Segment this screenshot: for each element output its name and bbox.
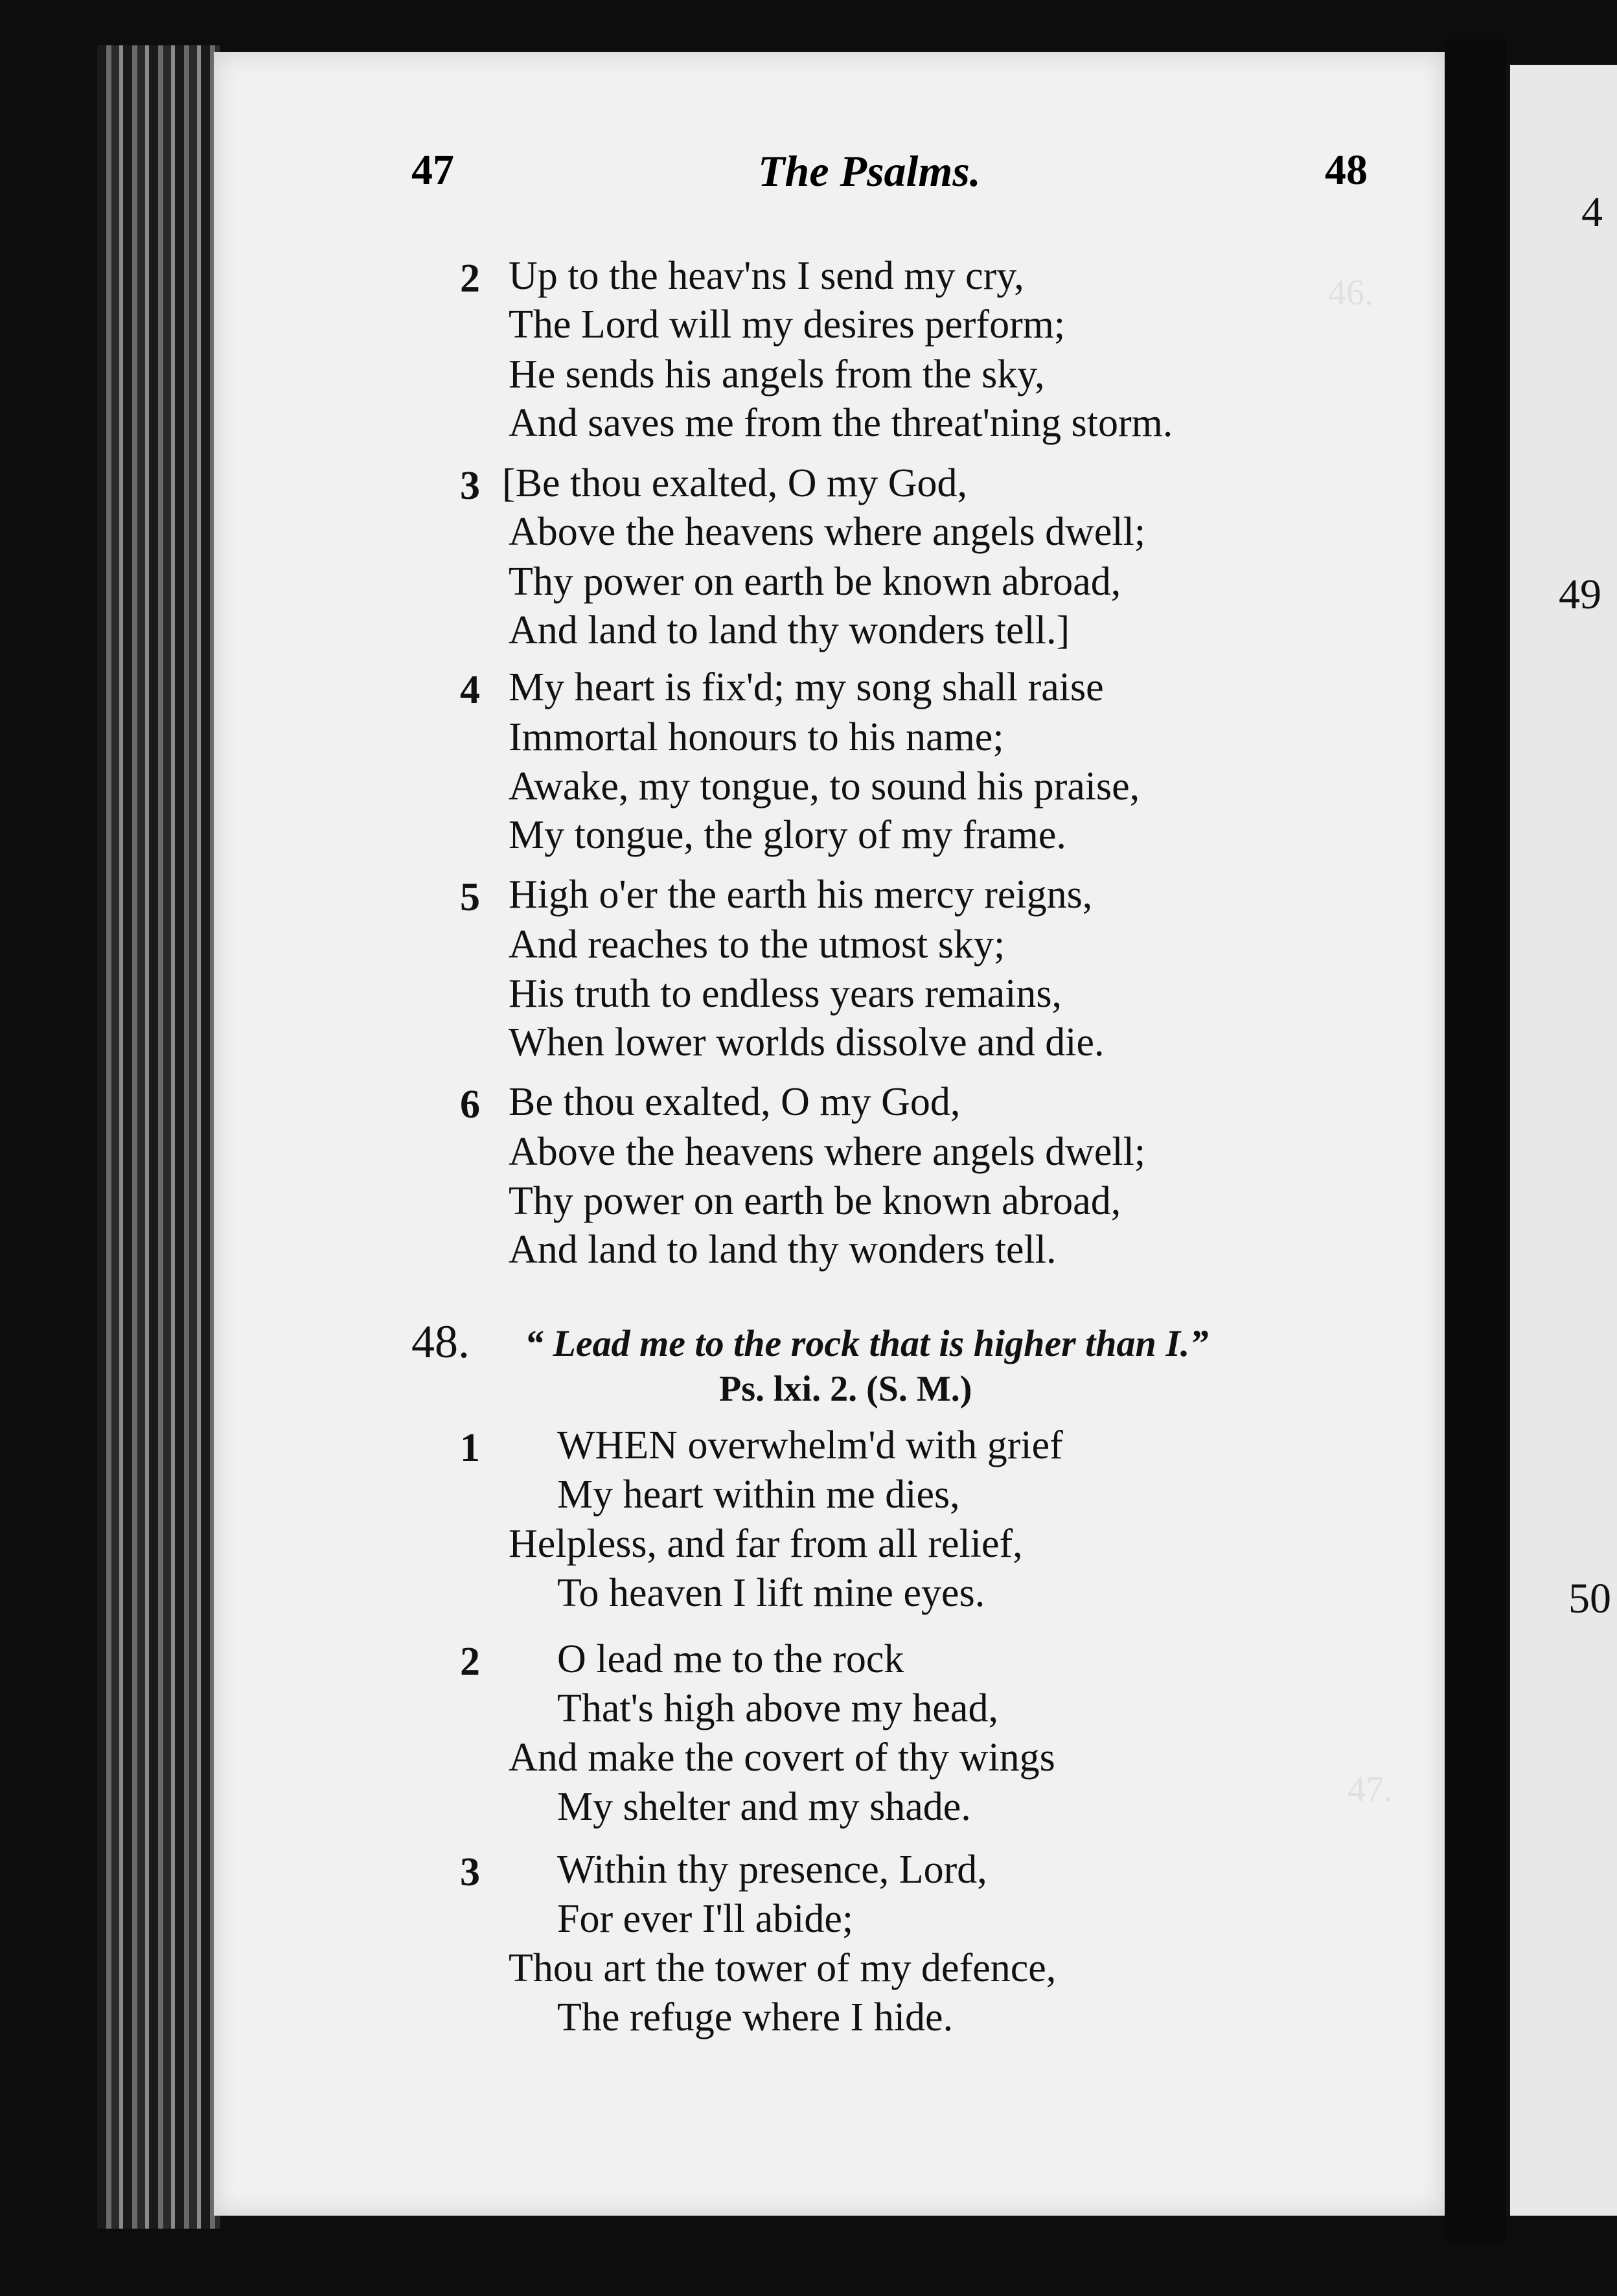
verse-line: O lead me to the rock [557, 1637, 904, 1681]
adjacent-hymn-number: 50 [1568, 1575, 1611, 1622]
verse-number: 3 [460, 1850, 480, 1894]
verse-number: 2 [460, 1640, 480, 1684]
hymn-title: “ Lead me to the rock that is higher than I.” [525, 1322, 1209, 1364]
verse-line: And land to land thy wonders tell. [509, 1228, 1057, 1272]
verse-line: To heaven I lift mine eyes. [557, 1571, 985, 1615]
verse-line: My tongue, the glory of my frame. [509, 813, 1066, 857]
verse-line: Above the heavens where angels dwell; [509, 510, 1146, 554]
verse-line: The Lord will my desires perform; [509, 303, 1066, 347]
verse-line: For ever I'll abide; [557, 1897, 854, 1941]
verse-line: The refuge where I hide. [557, 1995, 954, 2039]
verse-number: 1 [460, 1426, 480, 1470]
page-header [0, 146, 1617, 204]
verse-line: Up to the heav'ns I send my cry, [509, 254, 1024, 298]
hymn-reference: Ps. lxi. 2. (S. M.) [719, 1369, 972, 1409]
running-title: The Psalms. [758, 146, 981, 196]
verse-line: [Be thou exalted, O my God, [502, 461, 968, 505]
verse-line: And make the covert of thy wings [509, 1736, 1055, 1780]
verse-line: Be thou exalted, O my God, [509, 1080, 961, 1124]
show-through-text: 47. [1348, 1769, 1393, 1809]
verse-line: Thou art the tower of my defence, [509, 1946, 1057, 1990]
left-page-number: 47 [411, 146, 454, 194]
verse-line: High o'er the earth his mercy reigns, [509, 873, 1093, 917]
verse-line: My shelter and my shade. [557, 1785, 971, 1829]
page-gutter [1445, 39, 1506, 2242]
verse-line: And land to land thy wonders tell.] [509, 608, 1070, 652]
verse-line: And saves me from the threat'ning storm. [509, 401, 1173, 445]
verse-number: 4 [460, 668, 480, 712]
verse-line: His truth to endless years remains, [509, 972, 1062, 1016]
verse-number: 2 [460, 257, 480, 301]
verse-line: Awake, my tongue, to sound his praise, [509, 764, 1140, 809]
verse-number: 5 [460, 875, 480, 919]
show-through-text: 46. [1328, 273, 1373, 313]
verse-line: When lower worlds dissolve and die. [509, 1020, 1105, 1064]
adjacent-hymn-number: 49 [1559, 571, 1601, 618]
verse-number: 3 [460, 464, 480, 508]
verse-line: And reaches to the utmost sky; [509, 923, 1005, 967]
verse-line: Helpless, and far from all relief, [509, 1522, 1023, 1566]
verse-line: Immortal honours to his name; [509, 715, 1004, 759]
right-page-number: 48 [1325, 146, 1368, 194]
verse-line: My heart is fix'd; my song shall raise [509, 665, 1104, 709]
verse-line: WHEN overwhelm'd with grief [557, 1423, 1063, 1467]
verse-line: Thy power on earth be known abroad, [509, 1179, 1121, 1223]
verse-line: Above the heavens where angels dwell; [509, 1130, 1146, 1174]
adjacent-page [1506, 65, 1617, 2216]
verse-line: That's high above my head, [557, 1686, 998, 1730]
verse-number: 6 [460, 1083, 480, 1127]
book-binding [97, 45, 220, 2229]
verse-line: Thy power on earth be known abroad, [509, 560, 1121, 604]
verse-line: Within thy presence, Lord, [557, 1848, 987, 1892]
verse-line: He sends his angels from the sky, [509, 352, 1045, 396]
hymn-number: 48. [411, 1316, 470, 1368]
adjacent-page-number: 4 [1581, 189, 1603, 236]
verse-line: My heart within me dies, [557, 1473, 960, 1517]
